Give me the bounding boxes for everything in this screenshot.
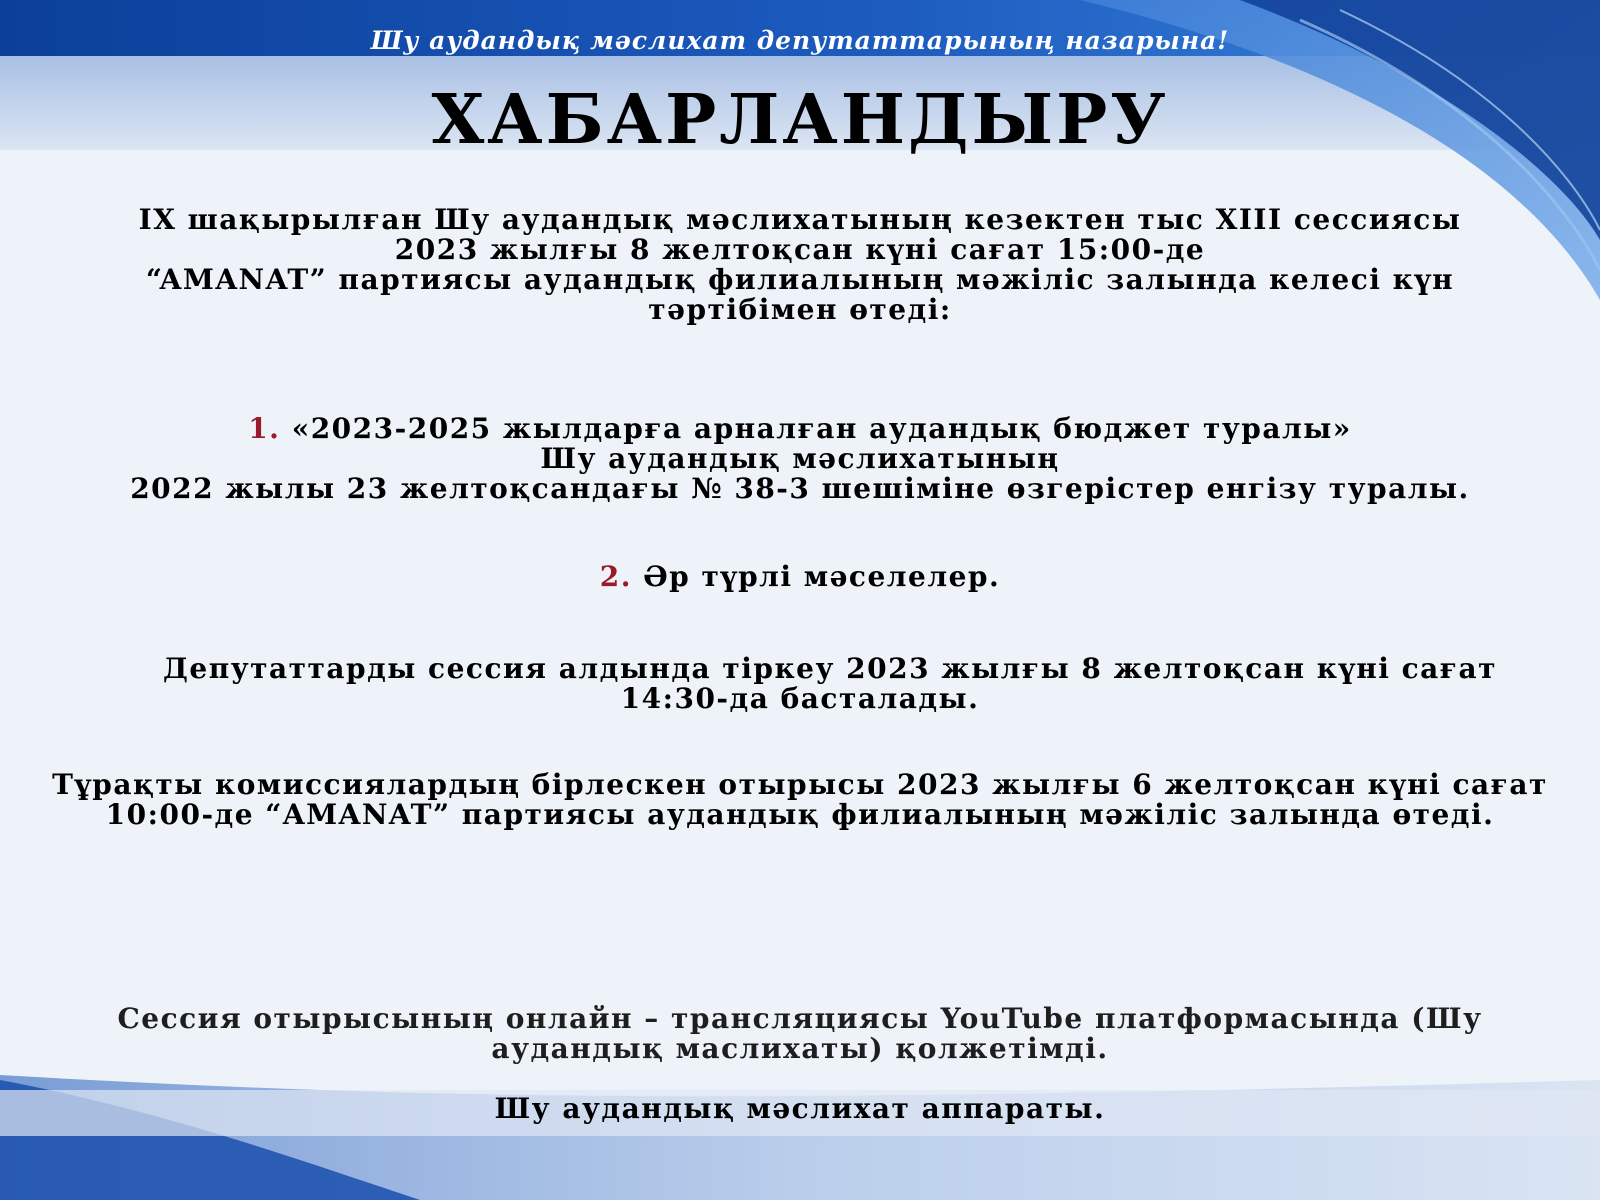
intro-line-4: тәртібімен өтеді: bbox=[648, 293, 952, 326]
commissions-line-1: Тұрақты комиссиялардың бірлескен отырысы 2023 жылғы 6 желтоқсан күні сағат bbox=[52, 768, 1548, 801]
registration-line-2: 14:30-да басталады. bbox=[620, 682, 980, 715]
intro-line-1: IX шақырылған Шу аудандық мәслихатының кезектен тыс XIII сессиясы bbox=[138, 203, 1462, 236]
greeting-line: Шу аудандық мәслихат депутаттарының назарына! bbox=[370, 26, 1230, 55]
page-title: ХАБАРЛАНДЫРУ bbox=[431, 80, 1169, 160]
footer-signature: Шу аудандық мәслихат аппараты. bbox=[494, 1092, 1106, 1125]
agenda-item-2-text: Әр түрлі мәселелер. bbox=[643, 560, 1001, 593]
agenda-item-1-line-1 bbox=[0, 414, 1600, 444]
agenda-item-1-line-3: 2022 жылы 23 желтоқсандағы № 38-3 шешіміне өзгерістер енгізу туралы. bbox=[130, 472, 1470, 505]
agenda-item-2-number: 2. bbox=[599, 560, 632, 593]
registration-line-1: Депутаттарды сессия алдында тіркеу 2023 жылғы 8 желтоқсан күні сағат bbox=[163, 652, 1497, 685]
agenda-item-2 bbox=[0, 562, 1600, 592]
commissions-line-2: 10:00-де “AMANAT” партиясы аудандық филиалының мәжіліс залында өтеді. bbox=[105, 798, 1495, 831]
intro-line-3: “AMANAT” партиясы аудандық филиалының мәжіліс залында келесі күн bbox=[145, 263, 1455, 296]
broadcast-line-2: аудандық маслихаты) қолжетімді. bbox=[491, 1032, 1109, 1065]
broadcast-line-1: Сессия отырысының онлайн – трансляциясы YouTube платформасында (Шу bbox=[117, 1002, 1483, 1035]
intro-line-2: 2023 жылғы 8 желтоқсан күні сағат 15:00-де bbox=[394, 233, 1206, 266]
agenda-item-1-line-2: Шу аудандық мәслихатының bbox=[540, 442, 1060, 475]
agenda-item-1-text: «2023-2025 жылдарға арналған аудандық бюджет туралы» bbox=[291, 412, 1352, 445]
agenda-item-1-number: 1. bbox=[248, 412, 281, 445]
